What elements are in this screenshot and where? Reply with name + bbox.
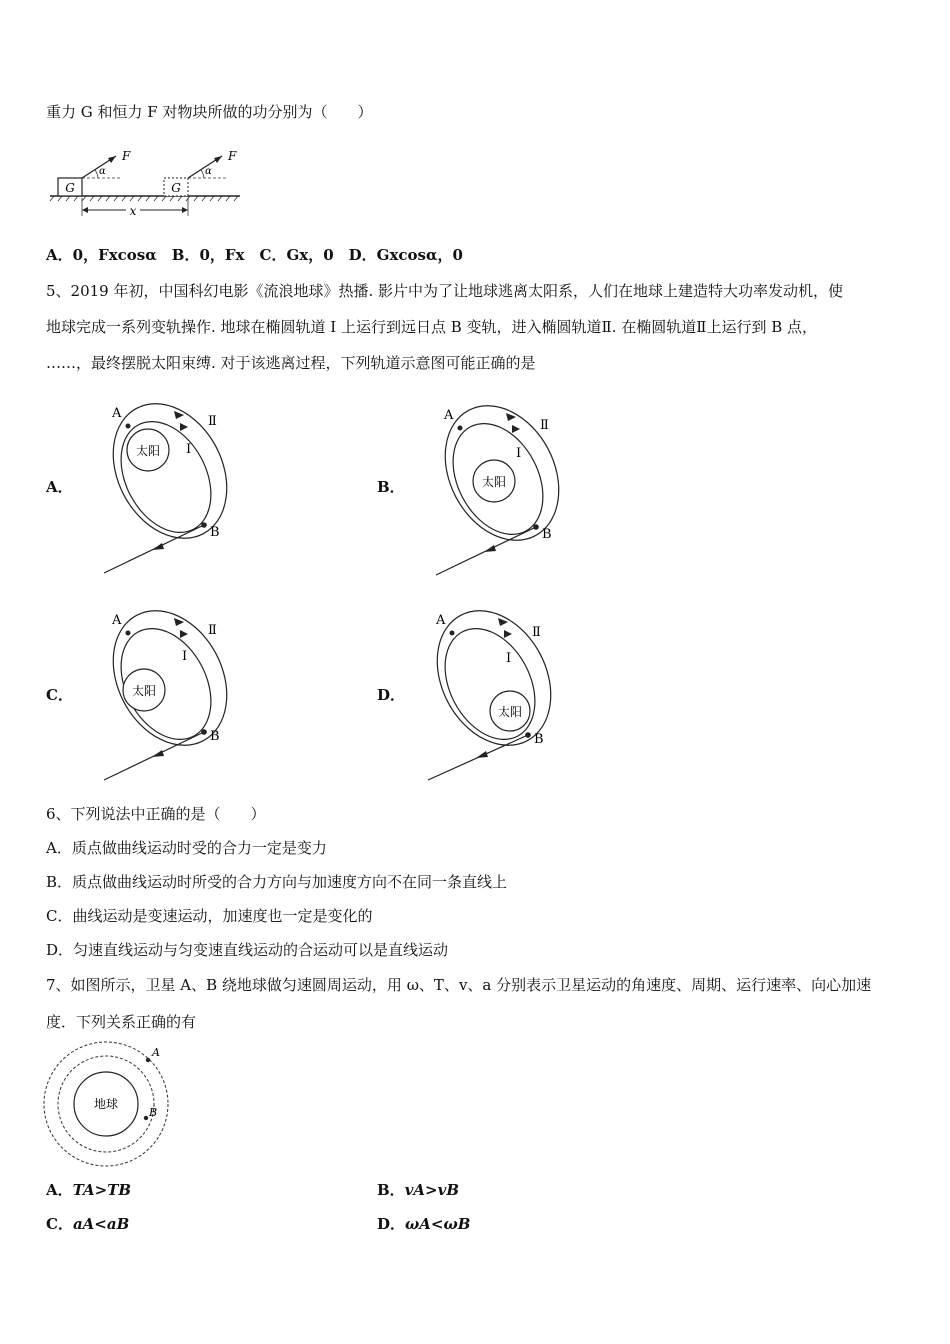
point-b: B [542,527,552,542]
q6-option-d: D．匀速直线运动与匀变速直线运动的合运动可以是直线运动 [46,941,449,959]
q7-line2: 度．下列关系正确的有 [46,1013,197,1031]
block-1-label: G [65,181,75,195]
satellite-b-label: B [149,1106,158,1119]
q5-line2: 地球完成一系列变轨操作. 地球在椭圆轨道 I 上运行到远日点 B 变轨，进入椭圆轨道Ⅱ. 在椭圆轨道Ⅱ上运行到 B 点， [46,318,818,336]
orbit-2-label: Ⅱ [532,625,541,640]
orbit-1-label: I [186,442,192,457]
q7-option-a-text: TA>TB [72,1181,132,1199]
q5-line1: 5、2019 年初，中国科幻电影《流浪地球》热播. 影片中为了让地球逃离太阳系，人们在地球上建造特大功率发动机，使 [46,282,844,300]
q7-option-a-label: A． [46,1181,73,1199]
q6-stem: 6、下列说法中正确的是（ ） [46,805,266,823]
force-1-label: F [122,149,131,163]
sun-label: 太阳 [497,705,523,719]
orbit-1-label: I [506,651,512,666]
q7-option-c-label: C． [46,1215,73,1233]
orbit-2-label: Ⅱ [208,623,217,638]
point-b: B [534,732,544,747]
orbit-2-label: Ⅱ [208,414,217,429]
q7-line1: 7、如图所示，卫星 A、B 绕地球做匀速圆周运动，用 ω、T、v、a 分别表示卫星运动的角速度、周期、运行速率、向心加速 [46,976,872,994]
q7-option-c [46,1214,129,1234]
q4-figure [46,148,246,223]
point-a: A [112,406,122,421]
q5-option-d-figure [424,600,584,790]
point-b: B [210,525,220,540]
q5-option-b-label: B． [377,478,405,496]
q7-option-a [46,1180,131,1200]
q4-options: A．0，Fxcosα B．0，Fx C．Gx，0 D．Gxcosα，0 [46,246,463,264]
force-2-label: F [228,149,237,163]
orbit-1-label: I [516,446,522,461]
q7-option-d-text: ωA<ωB [405,1215,471,1233]
orbit-2-label: Ⅱ [540,418,549,433]
angle-1-label: α [99,166,106,177]
point-a: A [112,613,122,628]
orbit-1-label: I [182,649,188,664]
q5-line3: ……，最终摆脱太阳束缚. 对于该逃离过程，下列轨道示意图可能正确的是 [46,354,536,372]
q5-option-a-label: A． [46,478,73,496]
point-b: B [210,729,220,744]
satellite-a-label: A [152,1046,160,1059]
satellite-a [146,1058,150,1062]
q5-option-c-label: C． [46,686,73,704]
q5-option-c-figure [100,600,260,790]
displacement-label: x [129,204,137,218]
q6-option-b: B．质点做曲线运动时所受的合力方向与加速度方向不在同一条直线上 [46,873,508,891]
block-2-label: G [171,181,181,195]
q7-figure [42,1040,172,1170]
point-a: A [436,613,446,628]
angle-2-label: α [205,166,212,177]
q7-option-c-text: aA<aB [72,1215,130,1233]
q6-option-a: A．质点做曲线运动时受的合力一定是变力 [46,839,327,857]
q5-option-b-figure [432,395,592,585]
q7-option-b-text: vA>vB [404,1181,460,1199]
earth-label: 地球 [93,1097,119,1111]
satellite-b [144,1116,148,1120]
q7-option-d [377,1214,470,1234]
q7-option-b-label: B． [377,1181,405,1199]
sun-label: 太阳 [135,444,161,458]
sun-label: 太阳 [131,684,157,698]
q6-option-c: C．曲线运动是变速运动，加速度也一定是变化的 [46,907,373,925]
q5-option-a-figure [100,393,260,583]
q5-option-d-label: D． [377,686,406,704]
point-a: A [444,408,454,423]
sun-label: 太阳 [481,475,507,489]
q7-option-b [377,1180,459,1200]
q4-stem: 重力 G 和恒力 F 对物块所做的功分别为（ ） [46,103,373,121]
q7-option-d-label: D． [377,1215,406,1233]
